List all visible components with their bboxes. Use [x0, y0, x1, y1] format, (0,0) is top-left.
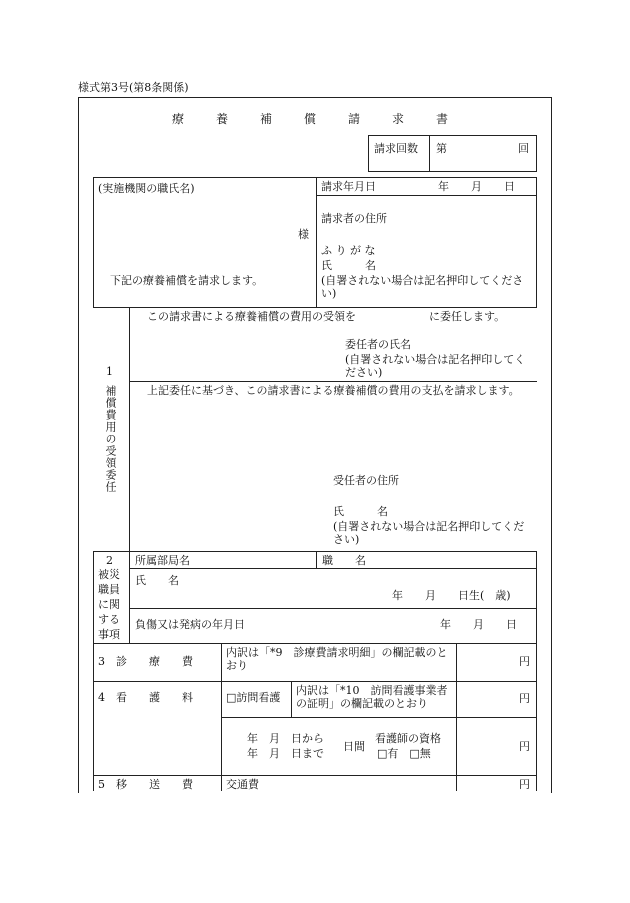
sec2-label-2: 職員: [98, 583, 120, 596]
sec2-top: [93, 551, 537, 552]
sec2-row2: [129, 608, 537, 609]
sec3-unit: 円: [519, 655, 530, 668]
sec1-mid: [129, 381, 537, 382]
position-label: 職 名: [322, 554, 366, 567]
sec4-visit-divider: [291, 681, 292, 717]
frame-top: [78, 97, 552, 98]
sec4-unit2: 円: [519, 740, 530, 753]
claimant-furigana-label: ふ り が な: [321, 244, 376, 257]
claimant-note: (自署されない場合は記名押印してください): [321, 274, 524, 300]
sec3-label: 3 診 療 費: [98, 655, 193, 668]
claim-box-mid: [429, 135, 430, 171]
qualification-options[interactable]: □有 □無: [377, 747, 431, 760]
addressee-label: (実施機関の職氏名): [98, 182, 195, 195]
sec2-row1: [129, 568, 537, 569]
injury-date-units: 年 月 日: [440, 618, 517, 631]
visit-detail: 内訳は「*10 訪問看護事業者の証明」の欄記載のとおり: [296, 684, 448, 710]
claimant-address-label: 請求者の住所: [321, 212, 387, 225]
claim-box-top: [368, 135, 537, 136]
days-label: 日間: [343, 740, 365, 753]
victim-name-label: 氏 名: [135, 574, 179, 587]
frame-left: [78, 97, 79, 793]
frame-right: [551, 97, 552, 793]
sec1-label-divider: [129, 307, 130, 551]
sec1-vertical-label: 補償費用の受領委任: [104, 385, 117, 493]
form-title: 療 養 補 償 請 求 書: [171, 112, 458, 126]
sec2-dept-divider: [316, 551, 317, 568]
addr-block-right: [536, 177, 537, 307]
birth-units: 年 月 日生( 歳): [392, 589, 511, 602]
claim-date-label: 請求年月日: [321, 180, 376, 193]
period-to: 年 月 日まで: [247, 747, 324, 760]
request-text: 下記の療養補償を請求します。: [110, 274, 264, 287]
addr-block-mid: [316, 177, 317, 307]
sec1-top: [93, 307, 537, 308]
sec345-left: [93, 643, 94, 791]
claim-box-right: [536, 135, 537, 171]
claim-count-label: 請求回数: [374, 142, 418, 155]
period-from: 年 月 日から: [247, 732, 324, 745]
addr-block-left: [93, 177, 94, 307]
sec4-unit1: 円: [519, 692, 530, 705]
sec5-top: [93, 775, 537, 776]
sec2-number: 2: [106, 554, 113, 567]
injury-date-label: 負傷又は発病の年月日: [135, 618, 245, 631]
sec5-label: 5 移 送 費: [98, 778, 193, 791]
claim-count-suffix: 回: [518, 142, 529, 155]
delegation-text-b: に委任します。: [429, 310, 506, 323]
delegate-note: (自署されない場合は記名押印してください): [345, 353, 526, 379]
department-label: 所属部局名: [135, 554, 190, 567]
sec2-right: [536, 551, 537, 643]
qualification-label: 看護師の資格: [375, 732, 441, 745]
sec2-label-divider: [129, 551, 130, 643]
claim-date-units: 年 月 日: [438, 180, 515, 193]
addr-block-top: [93, 177, 537, 178]
sec2-label-1: 被災: [98, 568, 120, 581]
sec2-label-5: 事項: [98, 628, 120, 641]
transport-label: 交通費: [226, 778, 259, 791]
sec4-mid: [221, 717, 537, 718]
claim-count-prefix: 第: [436, 142, 447, 155]
sec4-label: 4 看 護 料: [98, 691, 193, 704]
claim-box-bottom: [368, 171, 537, 172]
recipient-note: (自署されない場合は記名押印してください): [333, 520, 525, 546]
claim-date-line: [316, 195, 537, 196]
sec1-number: 1: [106, 365, 113, 378]
sec2-label-4: する: [98, 613, 120, 626]
sec2-left: [93, 551, 94, 643]
sec4-top: [93, 681, 537, 682]
sec3-detail: 内訳は「*9 診療費請求明細」の欄記載のとおり: [226, 646, 448, 672]
claimant-name-label: 氏 名: [321, 259, 376, 272]
recipient-name-label: 氏 名: [333, 505, 388, 518]
payment-text: 上記委任に基づき、この請求書による療養補償の費用の支払を請求します。: [147, 384, 520, 397]
claim-box-left: [368, 135, 369, 171]
form-number: 様式第3号(第8条関係): [78, 81, 189, 94]
sec5-unit: 円: [519, 778, 530, 791]
recipient-address-label: 受任者の住所: [333, 474, 399, 487]
sec2-label-3: に関: [98, 598, 120, 611]
delegation-text-a: この請求書による療養補償の費用の受領を: [147, 310, 356, 323]
delegate-name-label: 委任者の氏名: [345, 338, 411, 351]
sama-label: 様: [298, 228, 309, 241]
visit-nursing-checkbox[interactable]: □訪問看護: [226, 691, 281, 704]
sec3-top: [93, 643, 537, 644]
